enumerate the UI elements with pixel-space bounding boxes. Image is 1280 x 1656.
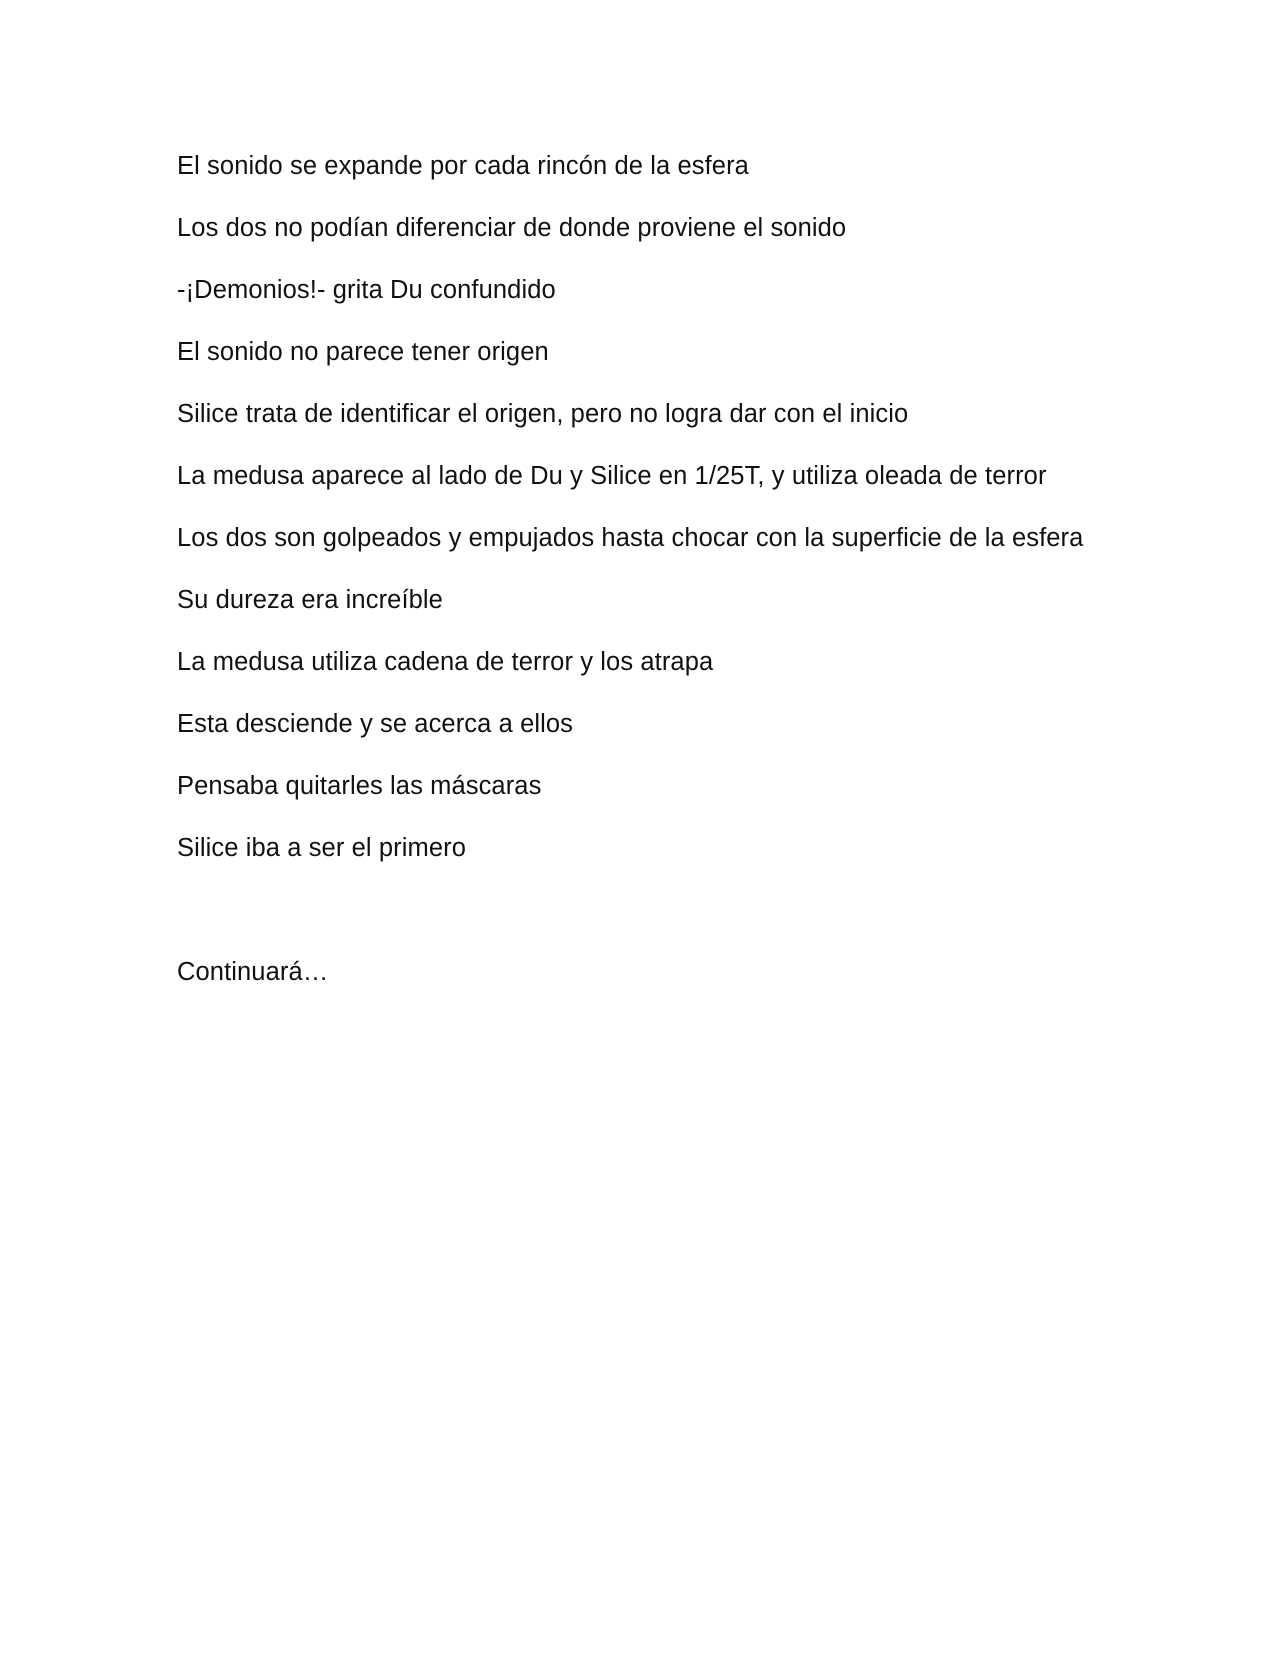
document-body [177,146,1107,1014]
paragraph-4: El sonido no parece tener origen [177,338,549,366]
paragraph-12: Silice iba a ser el primero [177,834,466,862]
paragraph-9: La medusa utiliza cadena de terror y los atrapa [177,648,714,676]
paragraph-6: La medusa aparece al lado de Du y Silice en 1/25T, y utiliza oleada de terror [177,462,1047,490]
paragraph-10: Esta desciende y se acerca a ellos [177,710,574,738]
closing-text: Continuará… [177,958,329,986]
blank-line [177,890,1107,952]
paragraph-1: El sonido se expande por cada rincón de la esfera [177,152,749,180]
paragraph-3: -¡Demonios!- grita Du confundido [177,276,556,304]
paragraph-7: Los dos son golpeados y empujados hasta chocar con la superficie de la esfera [177,524,1084,552]
paragraph-11: Pensaba quitarles las máscaras [177,772,542,800]
paragraph-5: Silice trata de identificar el origen, pero no logra dar con el inicio [177,400,909,428]
paragraph-2: Los dos no podían diferenciar de donde proviene el sonido [177,214,847,242]
paragraph-8: Su dureza era increíble [177,586,443,614]
